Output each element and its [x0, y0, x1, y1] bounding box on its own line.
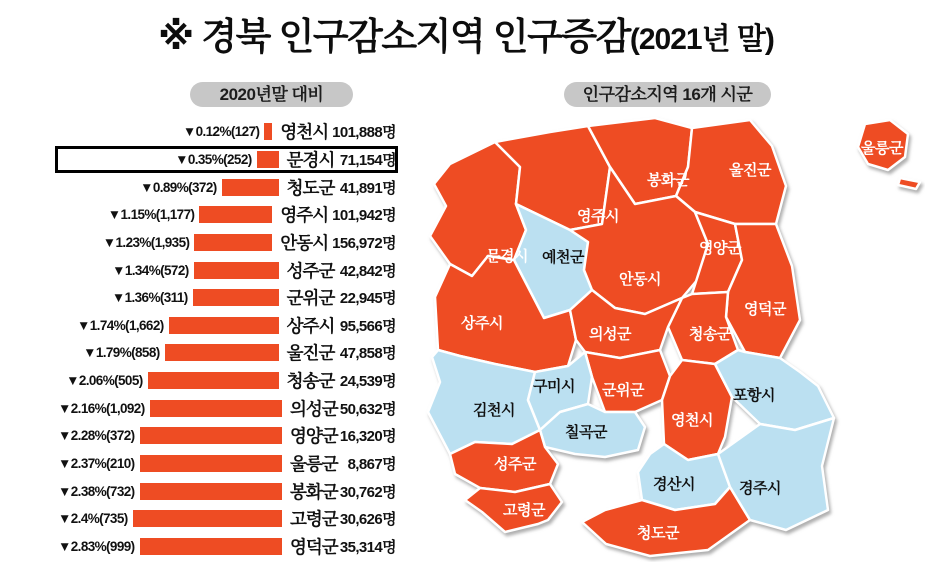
- decrease-bar: [194, 262, 279, 279]
- population-label: 8,867명: [347, 456, 396, 473]
- region-label-bonghwa: 봉화군: [647, 172, 689, 189]
- population-label: 156,972명: [332, 234, 396, 252]
- region-name-label: 영덕군: [290, 536, 338, 557]
- region-label-gimcheon: 김천시: [473, 402, 515, 419]
- region-label-cheongsong: 청송군: [689, 326, 731, 343]
- region-name-label: 성주군: [286, 260, 335, 281]
- region-label-sangju: 상주시: [461, 315, 503, 332]
- population-label: 50,632명: [339, 400, 396, 418]
- population-label: 47,858명: [339, 345, 396, 363]
- change-percent-label: ▼2.83%(999): [58, 538, 135, 554]
- bar-group: [58, 123, 272, 140]
- bar-group: [58, 455, 282, 472]
- region-label-ulleung: 울릉군: [861, 140, 903, 157]
- decrease-bar: [194, 234, 272, 251]
- title-suffix: (2021년 말): [629, 23, 774, 56]
- region-name-label: 영양군: [290, 426, 338, 447]
- chart-row-고령군: [58, 505, 396, 533]
- bar-group: [58, 179, 279, 196]
- population-label: 42,842명: [339, 262, 396, 280]
- population-label: 30,626명: [339, 511, 396, 529]
- bar-chart: [58, 118, 396, 560]
- chart-row-울진군: [58, 339, 396, 367]
- decrease-bar: [264, 123, 272, 140]
- change-percent-label: ▼1.79%(858): [83, 345, 160, 361]
- change-percent-label: ▼0.89%(372): [140, 179, 217, 195]
- chart-row-울릉군: [58, 450, 396, 478]
- region-label-uljin: 울진군: [729, 162, 771, 179]
- population-label: 41,891명: [339, 179, 396, 197]
- change-percent-label: ▼0.12%(127): [182, 124, 260, 140]
- change-percent-label: ▼0.35%(252): [175, 151, 252, 167]
- region-label-yeongju: 영주시: [577, 208, 619, 225]
- change-percent-label: ▼1.36%(311): [111, 290, 188, 306]
- decrease-bar: [140, 455, 282, 472]
- decrease-bar: [165, 344, 279, 361]
- region-label-gumi: 구미시: [533, 378, 575, 395]
- region-shape-dokdo: [898, 178, 920, 189]
- region-label-gyeongju: 경주시: [739, 480, 781, 497]
- change-percent-label: ▼1.74%(1,662): [77, 317, 164, 333]
- population-label: 30,762명: [339, 483, 396, 501]
- chart-row-성주군: [58, 256, 396, 284]
- bar-group: [58, 317, 279, 334]
- population-label: 101,942명: [332, 207, 396, 225]
- region-label-yeongdeok: 영덕군: [744, 301, 786, 318]
- population-label: 95,566명: [339, 317, 396, 335]
- chart-row-안동시: [58, 229, 396, 257]
- chart-row-영양군: [58, 422, 396, 450]
- region-label-seongju: 성주군: [494, 456, 536, 473]
- chart-row-봉화군: [58, 477, 396, 505]
- map-header-badge: 인구감소지역 16개 시군: [564, 82, 771, 107]
- decrease-bar: [150, 400, 282, 417]
- region-name-label: 의성군: [290, 398, 338, 419]
- region-shape-gunwi: [585, 350, 670, 412]
- chart-row-문경시: [58, 146, 396, 174]
- bar-group: [58, 289, 279, 306]
- bar-group: [58, 400, 282, 417]
- bar-group: [58, 427, 282, 444]
- bar-group: [58, 510, 282, 527]
- region-label-gyeongsan: 경산시: [653, 476, 695, 493]
- chart-row-청송군: [58, 367, 396, 395]
- title-main: ※ 경북 인구감소지역 인구증감: [158, 16, 630, 57]
- region-label-uiseong: 의성군: [589, 326, 631, 343]
- decrease-bar: [140, 538, 282, 555]
- chart-row-영덕군: [58, 533, 396, 561]
- decrease-bar: [193, 289, 279, 306]
- bar-group: [58, 372, 279, 389]
- chart-row-영천시: [58, 118, 396, 146]
- region-name-label: 문경시: [286, 149, 335, 170]
- change-percent-label: ▼2.37%(210): [58, 456, 135, 471]
- change-percent-label: ▼2.38%(732): [58, 483, 135, 499]
- region-label-yeongyang: 영양군: [699, 240, 741, 257]
- chart-row-청도군: [58, 173, 396, 201]
- chart-row-의성군: [58, 394, 396, 422]
- chart-row-영주시: [58, 201, 396, 229]
- population-label: 16,320명: [339, 428, 396, 446]
- region-name-label: 청송군: [286, 371, 335, 392]
- region-name-label: 봉화군: [290, 481, 338, 502]
- region-name-label: 안동시: [280, 232, 329, 253]
- decrease-bar: [257, 151, 279, 168]
- bar-group: [58, 538, 282, 555]
- region-name-label: 상주시: [286, 315, 335, 336]
- bar-group: [58, 344, 279, 361]
- bar-group: [58, 262, 279, 279]
- population-label: 35,314명: [339, 538, 396, 556]
- region-name-label: 고령군: [290, 509, 338, 530]
- region-label-goryeong: 고령군: [503, 502, 545, 519]
- region-name-label: 영천시: [280, 122, 329, 143]
- change-percent-label: ▼2.4%(735): [58, 511, 128, 527]
- decrease-bar: [169, 317, 279, 334]
- gyeongbuk-map: [420, 112, 925, 562]
- change-percent-label: ▼2.06%(505): [66, 373, 143, 389]
- decrease-bar: [148, 372, 279, 389]
- bar-group: [58, 151, 279, 168]
- region-label-gunwi: 군위군: [602, 382, 644, 399]
- region-label-pohang: 포항시: [733, 387, 775, 404]
- region-label-chilgok: 칠곡군: [565, 424, 607, 441]
- chart-header-badge: 2020년말 대비: [190, 82, 353, 107]
- region-name-label: 울릉군: [290, 454, 338, 474]
- change-percent-label: ▼2.16%(1,092): [58, 400, 145, 416]
- decrease-bar: [199, 206, 272, 223]
- change-percent-label: ▼1.15%(1,177): [107, 207, 195, 223]
- bar-group: [58, 234, 272, 251]
- chart-row-상주시: [58, 311, 396, 339]
- population-label: 24,539명: [339, 373, 396, 391]
- region-name-label: 청도군: [286, 177, 335, 198]
- region-name-label: 영주시: [280, 205, 329, 226]
- decrease-bar: [140, 483, 282, 500]
- region-label-yecheon: 예천군: [542, 249, 584, 266]
- decrease-bar: [140, 427, 282, 444]
- population-label: 22,945명: [339, 290, 396, 308]
- change-percent-label: ▼1.23%(1,935): [102, 234, 190, 250]
- chart-row-군위군: [58, 284, 396, 312]
- change-percent-label: ▼1.34%(572): [112, 262, 189, 278]
- decrease-bar: [222, 179, 279, 196]
- decrease-bar: [133, 510, 282, 527]
- region-label-yeongcheon: 영천시: [671, 412, 713, 429]
- region-label-mungyeong: 문경시: [486, 248, 528, 265]
- page-title: [0, 6, 932, 60]
- population-label: 101,888명: [332, 124, 396, 142]
- region-label-andong: 안동시: [619, 271, 661, 288]
- bar-group: [58, 206, 272, 223]
- bar-group: [58, 483, 282, 500]
- region-name-label: 울진군: [286, 343, 335, 364]
- region-label-cheongdo: 청도군: [637, 525, 679, 542]
- population-label: 71,154명: [339, 151, 396, 169]
- change-percent-label: ▼2.28%(372): [58, 428, 135, 444]
- region-name-label: 군위군: [286, 288, 335, 309]
